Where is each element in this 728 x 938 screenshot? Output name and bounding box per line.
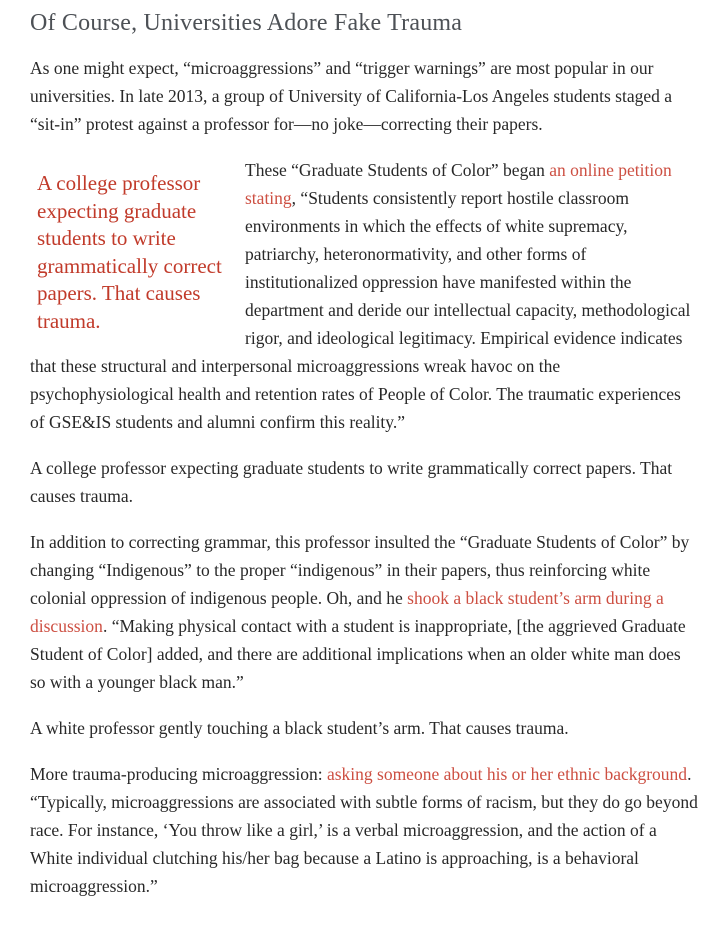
paragraph-ethnic-background bbox=[30, 760, 698, 900]
paragraph-petition-pre: These “Graduate Students of Color” began bbox=[245, 160, 550, 180]
pull-quote: A college professor expecting graduate students to write grammatically correct papers. That causes trauma. bbox=[37, 171, 222, 333]
paragraph-grammar-trauma: A college professor expecting graduate students to write grammatically correct papers. That causes trauma. bbox=[30, 458, 673, 506]
link-shook-arm[interactable]: shook a black student’s arm during a discussion bbox=[30, 588, 664, 636]
paragraph-ethnic-pre: More trauma-producing microaggression: bbox=[30, 764, 327, 784]
paragraph-indigenous-pre: In addition to correcting grammar, this professor insulted the “Graduate Students of Color” by changing “Indigenous” to the proper “indigenous” in their papers, thus reinforcing white colonial oppression of indigenous people. Oh, and he bbox=[30, 532, 690, 608]
paragraph-indigenous-post: . “Making physical contact with a student is inappropriate, [the aggrieved Graduate Student of Color] added, and there are additional implications when an older white man does so with a younger black man.” bbox=[30, 616, 686, 692]
article-title-text: Of Course, Universities Adore Fake Trauma bbox=[30, 10, 463, 36]
paragraph-ethnic-post: . “Typically, microaggressions are associated with subtle forms of racism, but they do go beyond race. For instance, ‘You throw like a girl,’ is a verbal microaggression, and the action of a White individual clutching his/her bag because a Latino is approaching, is a behavioral microaggression.” bbox=[30, 764, 698, 896]
link-ethnic-background[interactable]: asking someone about his or her ethnic background bbox=[326, 764, 688, 784]
paragraph-touch-trauma: A white professor gently touching a black student’s arm. That causes trauma. bbox=[30, 718, 569, 738]
paragraph-petition-post: , “Students consistently report hostile classroom environments in which the effects of white supremacy, patriarchy, heteronormativity, and other forms of institutionalized oppression have manifested within the department and deride our intellectual capacity, methodological rigor, and ideological legitimacy. Empirical evidence indicates that these structural and interpersonal microaggressions wreak havoc on the psychophysiological health and retention rates of People of Color. The traumatic experiences of GSE&IS students and alumni confirm this reality.” bbox=[30, 188, 691, 432]
article-title bbox=[30, 8, 698, 38]
link-online-petition[interactable]: an online petition stating bbox=[245, 160, 672, 208]
paragraph-petition-block bbox=[30, 156, 698, 436]
paragraph-intro: As one might expect, “microaggressions” and “trigger warnings” are most popular in our universities. In late 2013, a group of University of California-Los Angeles students staged a “sit-in” protest against a professor for—no joke—correcting their papers. bbox=[30, 58, 673, 134]
paragraph-indigenous bbox=[30, 528, 698, 696]
